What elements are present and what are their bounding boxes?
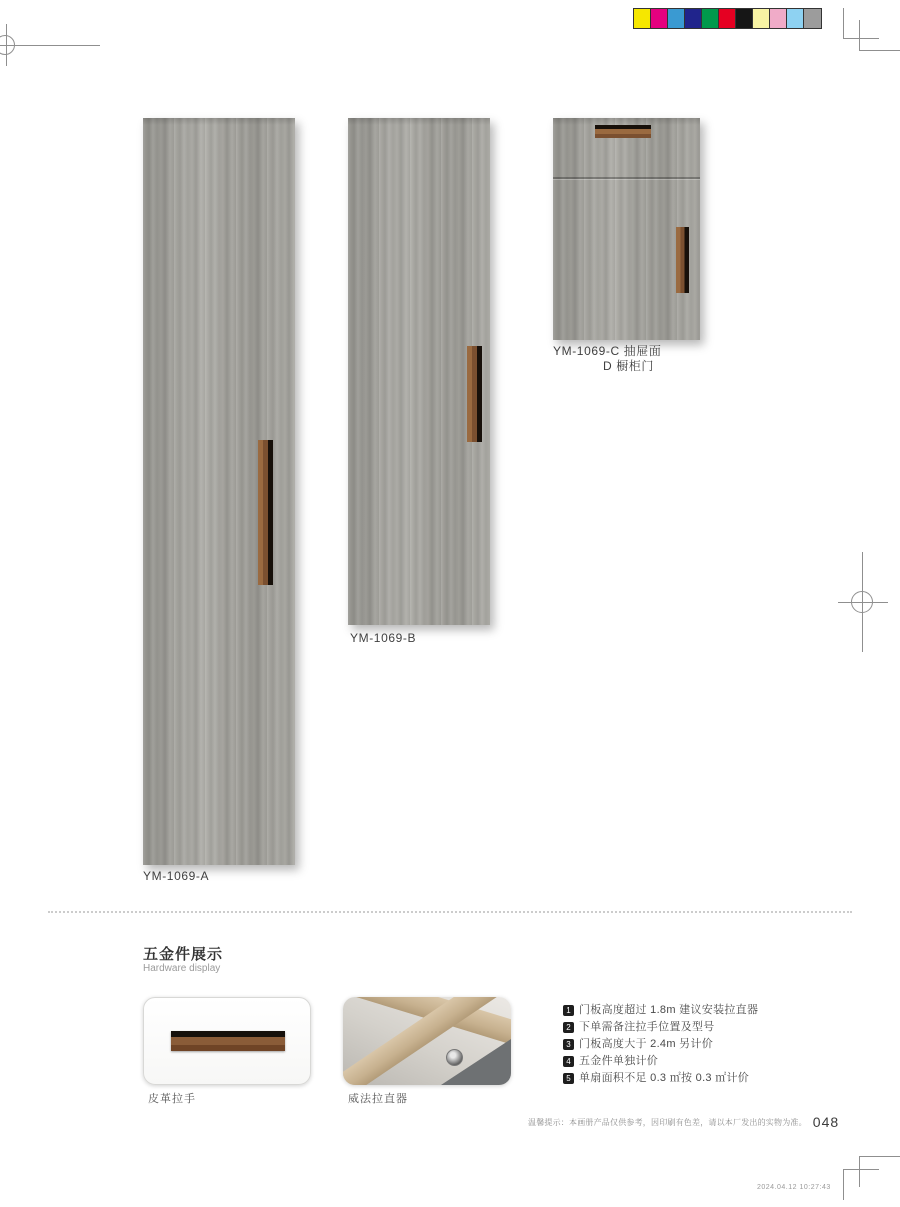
panel-image-ym-1069-c: [553, 118, 700, 340]
note-text: 门板高度超过 1.8m 建议安装拉直器: [579, 1004, 759, 1016]
crop-mark-top-right: [843, 8, 844, 39]
note-item: [563, 1004, 863, 1017]
hardware-section-subtitle: Hardware display: [143, 963, 221, 974]
note-text: 下单需备注拉手位置及型号: [579, 1021, 715, 1033]
panel-label-c-line2: D 橱柜门: [603, 359, 655, 373]
crop-mark-bottom-right: [843, 1169, 879, 1170]
color-swatch: [770, 9, 787, 28]
registration-line: [6, 24, 7, 66]
color-swatch: [787, 9, 804, 28]
recessed-handle-horizontal: [595, 125, 651, 138]
recessed-handle: [676, 227, 689, 293]
order-notes-list: [563, 1004, 863, 1089]
footer: [528, 1114, 839, 1130]
note-item: [563, 1055, 863, 1068]
registration-line: [0, 45, 100, 46]
straightener-fitting: [446, 1049, 463, 1066]
crop-mark-top-right: [859, 50, 900, 51]
crop-mark-bottom-right: [843, 1169, 844, 1200]
hardware-section-title: 五金件展示: [143, 946, 224, 963]
hardware-photo-straightener: [343, 997, 511, 1085]
note-number-badge: 2: [563, 1022, 574, 1033]
note-number-badge: 3: [563, 1039, 574, 1050]
leather-handle-image: [171, 1031, 285, 1051]
crop-mark-bottom-right: [859, 1156, 860, 1187]
color-swatch: [702, 9, 719, 28]
note-item: [563, 1072, 863, 1085]
panel-image-ym-1069-a: [143, 118, 295, 865]
note-text: 五金件单独计价: [579, 1055, 659, 1067]
hardware-label-straightener: 威法拉直器: [348, 1093, 408, 1105]
color-swatch: [736, 9, 753, 28]
drawer-divider-line: [553, 177, 700, 179]
recessed-handle: [467, 346, 482, 442]
color-bar: [633, 8, 822, 29]
hardware-photo-leather-handle: [143, 997, 311, 1085]
hardware-label-leather-handle: 皮革拉手: [148, 1093, 196, 1105]
panel-image-ym-1069-b: [348, 118, 490, 625]
color-swatch: [685, 9, 702, 28]
crop-mark-top-right: [859, 20, 860, 51]
note-text: 门板高度大于 2.4m 另计价: [579, 1038, 714, 1050]
color-swatch: [651, 9, 668, 28]
panel-label-c-line1: YM-1069-C 抽屉面: [553, 344, 662, 358]
page-number: 048: [812, 1114, 840, 1130]
note-number-badge: 1: [563, 1005, 574, 1016]
crop-mark-bottom-right: [859, 1156, 900, 1157]
print-timestamp: 2024.04.12 10:27:43: [757, 1184, 831, 1191]
recessed-handle: [258, 440, 273, 585]
registration-line: [838, 602, 888, 603]
note-item: [563, 1021, 863, 1034]
panel-label-a: YM-1069-A: [143, 869, 210, 883]
panel-label-b: YM-1069-B: [350, 631, 417, 645]
color-swatch: [668, 9, 685, 28]
dotted-separator: [48, 911, 852, 913]
note-number-badge: 5: [563, 1073, 574, 1084]
note-text: 单扇面积不足 0.3 ㎡按 0.3 ㎡计价: [579, 1072, 750, 1084]
panel-label-c: [553, 344, 662, 374]
registration-line: [862, 552, 863, 652]
color-swatch: [804, 9, 821, 28]
crop-mark-top-right: [843, 38, 879, 39]
color-swatch: [634, 9, 651, 28]
color-swatch: [719, 9, 736, 28]
note-item: [563, 1038, 863, 1051]
footer-disclaimer: 温馨提示：本画册产品仅供参考，因印刷有色差，请以本厂发出的实物为准。: [528, 1117, 807, 1127]
note-number-badge: 4: [563, 1056, 574, 1067]
color-swatch: [753, 9, 770, 28]
